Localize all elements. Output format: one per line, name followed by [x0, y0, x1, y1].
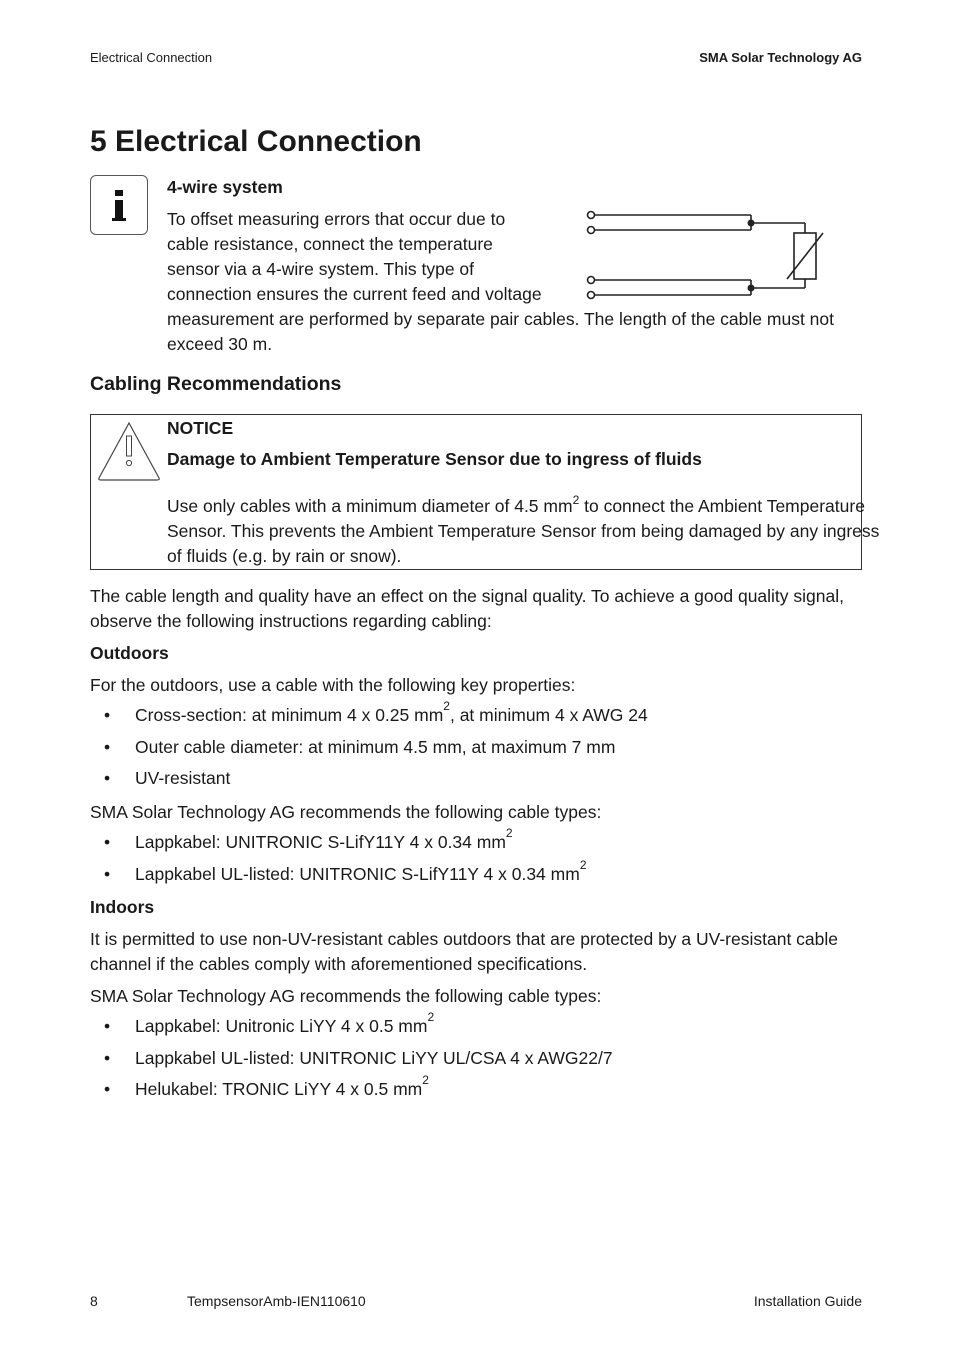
body-line: SMA Solar Technology AG recommends the following cable types: [90, 802, 602, 822]
notice-text-line: Use only cables with a minimum diameter of 4.5 $mm^2$ to connect the Ambient Temperature [167, 493, 865, 516]
body-line: observe the following instructions regarding cabling: [90, 611, 492, 631]
list-item: Lappkabel: Unitronic LiYY 4 x 0.5 $mm^2$ [135, 1010, 435, 1036]
info-heading: 4-wire system [167, 177, 283, 197]
section-heading-cabling: Cabling Recommendations [90, 373, 342, 395]
body-line: channel if the cables comply with aforementioned specifications. [90, 954, 588, 974]
subheading-indoors: Indoors [90, 897, 155, 917]
footer-right: Installation Guide [753, 1293, 862, 1309]
running-header-right: SMA Solar Technology AG [699, 50, 862, 65]
document-id: TempsensorAmb-IEN110610 [187, 1293, 366, 1309]
bullet: • [104, 864, 111, 884]
info-line: exceed 30 m. [167, 334, 273, 354]
subheading-outdoors: Outdoors [90, 643, 169, 663]
info-line: sensor via a 4-wire system. This type of [167, 259, 475, 279]
notice-title: Damage to Ambient Temperature Sensor due to ingress of fluids [167, 449, 702, 469]
info-line: To offset measuring errors that occur due to [167, 209, 506, 229]
body-line: For the outdoors, use a cable with the following key properties: [90, 675, 576, 695]
notice-text-line: of fluids (e.g. by rain or snow). [167, 546, 402, 566]
notice-text-line: Sensor. This prevents the Ambient Temperature Sensor from being damaged by any ingress [167, 521, 880, 541]
list-item: Outer cable diameter: at minimum 4.5 mm, at maximum 7 mm [135, 737, 616, 757]
notice-label: NOTICE [167, 418, 234, 438]
list-item: UV-resistant [135, 768, 231, 788]
info-icon-box [90, 175, 148, 235]
warning-icon [95, 420, 163, 482]
bullet: • [104, 1016, 111, 1036]
info-icon [91, 176, 147, 234]
bullet: • [104, 737, 111, 757]
list-item: Helukabel: TRONIC LiYY 4 x 0.5 $mm^2$ [135, 1073, 429, 1099]
body-line: SMA Solar Technology AG recommends the following cable types: [90, 986, 602, 1006]
page-title: 5 Electrical Connection [90, 125, 422, 158]
bullet: • [104, 1079, 111, 1099]
body-line: The cable length and quality have an effect on the signal quality. To achieve a good quality signal, [90, 586, 844, 606]
running-header-left: Electrical Connection [90, 50, 213, 65]
info-line: cable resistance, connect the temperature [167, 234, 493, 254]
body-line: It is permitted to use non-UV-resistant cables outdoors that are protected by a UV-resistant cable [90, 929, 839, 949]
four-wire-diagram [580, 205, 830, 305]
page-number: 8 [90, 1293, 98, 1309]
bullet: • [104, 768, 111, 788]
info-line: connection ensures the current feed and voltage [167, 284, 542, 304]
list-item: Lappkabel UL-listed: UNITRONIC LiYY UL/CSA 4 x AWG22/7 [135, 1048, 613, 1068]
bullet: • [104, 832, 111, 852]
info-line: measurement are performed by separate pair cables. The length of the cable must not [167, 309, 834, 329]
list-item: Lappkabel: UNITRONIC S-LifY11Y 4 x 0.34 $mm^2$ [135, 826, 513, 852]
list-item: Cross-section: at minimum 4 x 0.25 $mm^2$, at minimum 4 x AWG 24 [135, 699, 648, 725]
bullet: • [104, 705, 111, 725]
bullet: • [104, 1048, 111, 1068]
list-item: Lappkabel UL-listed: UNITRONIC S-LifY11Y 4 x 0.34 $mm^2$ [135, 858, 587, 884]
